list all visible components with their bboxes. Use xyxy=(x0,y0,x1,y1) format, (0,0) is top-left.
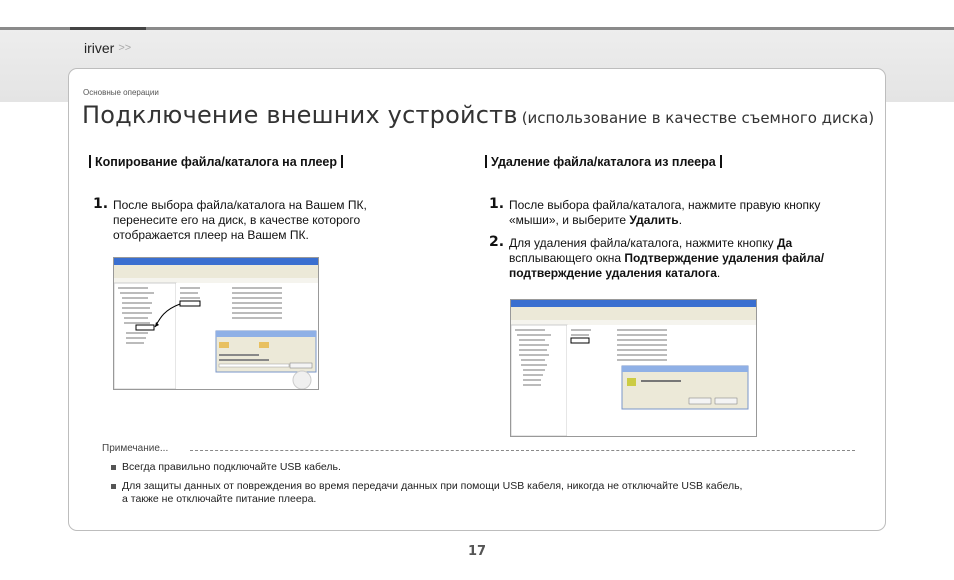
note-item xyxy=(111,480,742,506)
breadcrumb: Основные операции xyxy=(83,88,159,97)
nav-brand[interactable]: iriver xyxy=(84,40,115,56)
heading-bar xyxy=(341,155,343,168)
step-text: Для удаления файла/каталога, нажмите кнопку Да всплывающего окна Подтверждение удаления файла/подтверждение удаления каталога. xyxy=(509,236,825,280)
page-title-main: Подключение внешних устройств xyxy=(82,101,518,129)
left-section-heading xyxy=(89,155,347,169)
step-number: 1. xyxy=(489,196,505,212)
explorer-screenshot-delete xyxy=(510,299,757,437)
top-nav xyxy=(84,38,131,58)
step-text: После выбора файла/каталога на Вашем ПК, перенесите его на диск, в качестве которого отображается плеер на Вашем ПК. xyxy=(113,198,367,242)
page-title xyxy=(82,101,874,129)
heading-bar xyxy=(720,155,722,168)
explorer-window-illustration xyxy=(114,258,318,389)
explorer-screenshot-copy xyxy=(113,257,319,390)
bullet-square-icon xyxy=(111,465,116,470)
note-item-text-continued: а также не отключайте питание плеера. xyxy=(122,493,317,505)
explorer-delete-illustration xyxy=(511,300,756,436)
note-label: Примечание... xyxy=(102,443,169,454)
page-number: 17 xyxy=(467,544,487,559)
nav-separator: >> xyxy=(118,42,132,54)
step-number: 1. xyxy=(93,196,109,212)
content-card xyxy=(68,68,886,531)
left-step-1 xyxy=(93,198,393,243)
step-text: После выбора файла/каталога, нажмите правую кнопку «мыши», и выберите Удалить. xyxy=(509,198,821,227)
note-item xyxy=(111,461,341,474)
step-number: 2. xyxy=(489,234,505,250)
left-section-heading-text: Копирование файла/каталога на плеер xyxy=(95,155,338,169)
right-step-2 xyxy=(489,236,849,281)
bullet-square-icon xyxy=(111,484,116,489)
heading-bar xyxy=(89,155,91,168)
right-section-heading xyxy=(485,155,726,169)
note-divider xyxy=(190,450,855,451)
note-item-text: Для защиты данных от повреждения во время передачи данных при помощи USB кабеля, никогда не отключайте USB кабель, xyxy=(122,480,743,492)
note-item-text: Всегда правильно подключайте USB кабель. xyxy=(122,461,341,473)
right-section-heading-text: Удаление файла/каталога из плеера xyxy=(491,155,716,169)
heading-bar xyxy=(485,155,487,168)
page-title-sub: (использование в качестве съемного диска) xyxy=(521,109,875,127)
right-step-1 xyxy=(489,198,849,228)
